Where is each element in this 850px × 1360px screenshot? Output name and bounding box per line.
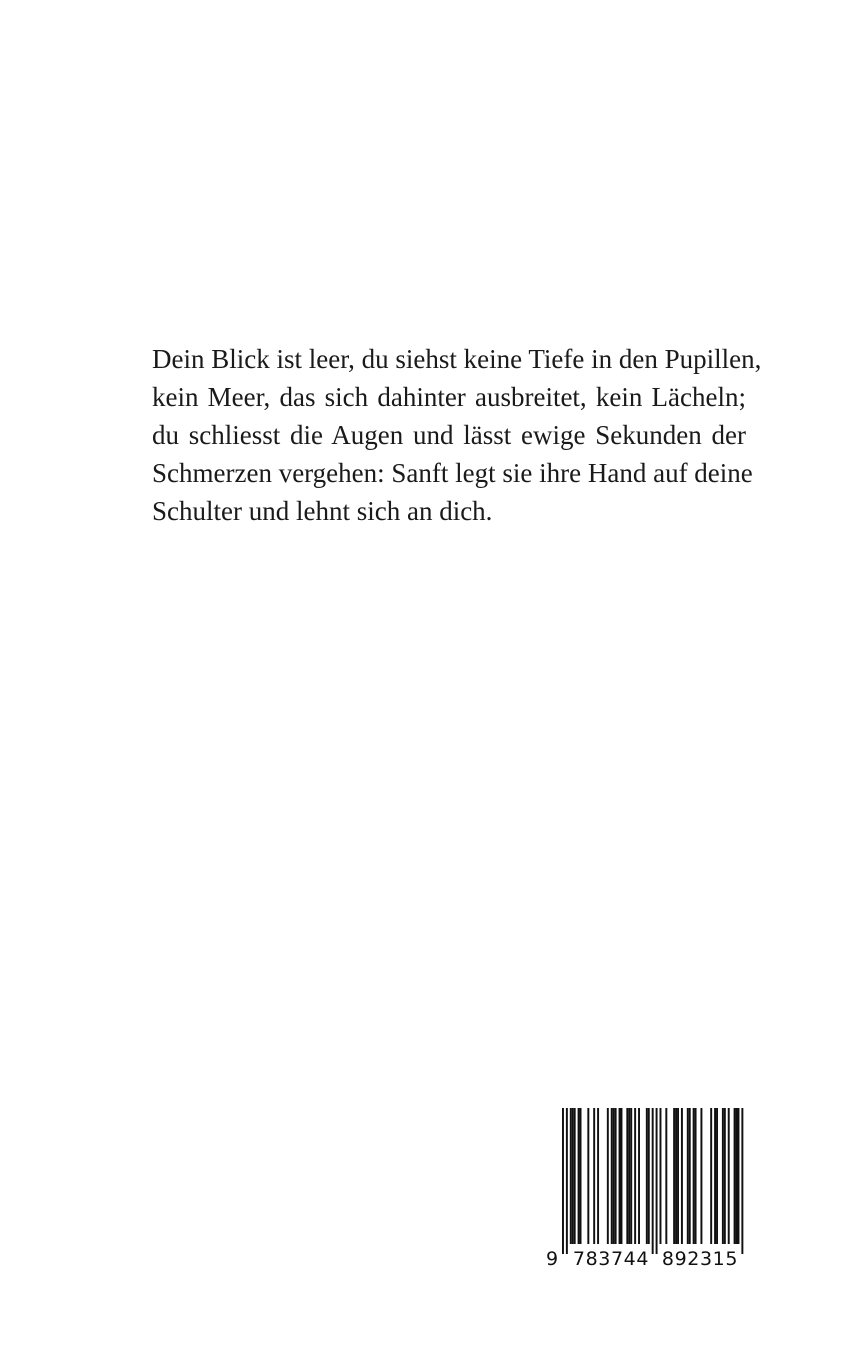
barcode-bar	[736, 1108, 738, 1244]
barcode-bar	[689, 1108, 691, 1244]
barcode-guard-bar	[741, 1108, 743, 1254]
barcode-bar	[673, 1108, 675, 1244]
barcode-bar	[570, 1108, 572, 1244]
barcode-bar	[593, 1108, 595, 1244]
barcode-bar	[580, 1108, 582, 1244]
barcode-bar	[700, 1108, 702, 1244]
blurb-text	[152, 340, 762, 530]
barcode-bar	[613, 1108, 615, 1244]
isbn-barcode	[546, 1108, 744, 1278]
barcode-bar	[716, 1108, 718, 1244]
barcode-bar	[638, 1108, 640, 1244]
barcode-bar	[693, 1108, 695, 1244]
barcode-bar	[572, 1108, 574, 1244]
blurb-line: du schliesst die Augen und lässt ewige Sekunden der	[152, 420, 746, 450]
barcode-bar	[648, 1108, 650, 1244]
barcode-bar	[634, 1108, 636, 1244]
barcode-bar	[578, 1108, 580, 1244]
barcode-guard-bar	[562, 1108, 564, 1254]
barcode-guard-bar	[652, 1108, 654, 1254]
barcode-bar	[695, 1108, 697, 1244]
barcode-bar	[681, 1108, 683, 1244]
barcode-bar	[738, 1108, 740, 1244]
barcode-first-digit: 9	[546, 1248, 559, 1270]
barcode-bar	[734, 1108, 736, 1244]
barcode-bar	[587, 1108, 589, 1244]
barcode-bar	[728, 1108, 730, 1244]
blurb-line: Dein Blick ist leer, du siehst keine Tiefe in den Pupillen,	[152, 344, 762, 374]
blurb-line: Schmerzen vergehen: Sanft legt sie ihre Hand auf deine	[152, 458, 753, 488]
barcode-bar	[646, 1108, 648, 1244]
barcode-bar	[714, 1108, 716, 1244]
barcode-bar	[621, 1108, 623, 1244]
barcode-bar	[675, 1108, 677, 1244]
barcode-digits	[546, 1244, 744, 1274]
barcode-bar	[597, 1108, 599, 1244]
barcode-bar	[619, 1108, 621, 1244]
barcode-bar	[611, 1108, 613, 1244]
barcode-bar	[722, 1108, 724, 1244]
barcode-bar	[677, 1108, 679, 1244]
barcode-bar	[628, 1108, 630, 1244]
barcode-bar	[710, 1108, 712, 1244]
barcode-bar	[724, 1108, 726, 1244]
barcode-guard-bar	[656, 1108, 658, 1254]
barcode-bar	[660, 1108, 662, 1244]
barcode-bar	[630, 1108, 632, 1244]
barcode-bar	[687, 1108, 689, 1244]
barcode-right-group: 892315	[661, 1248, 739, 1270]
blurb-line: Schulter und lehnt sich an dich.	[152, 496, 493, 526]
barcode-left-group: 783744	[572, 1248, 650, 1270]
barcode-bar	[626, 1108, 628, 1244]
barcode-bar	[665, 1108, 667, 1244]
barcode-bar	[574, 1108, 576, 1244]
barcode-guard-bar	[566, 1108, 568, 1254]
barcode-bar	[607, 1108, 609, 1244]
barcode-bar	[615, 1108, 617, 1244]
blurb-line: kein Meer, das sich dahinter ausbreitet, kein Lächeln;	[152, 382, 746, 412]
